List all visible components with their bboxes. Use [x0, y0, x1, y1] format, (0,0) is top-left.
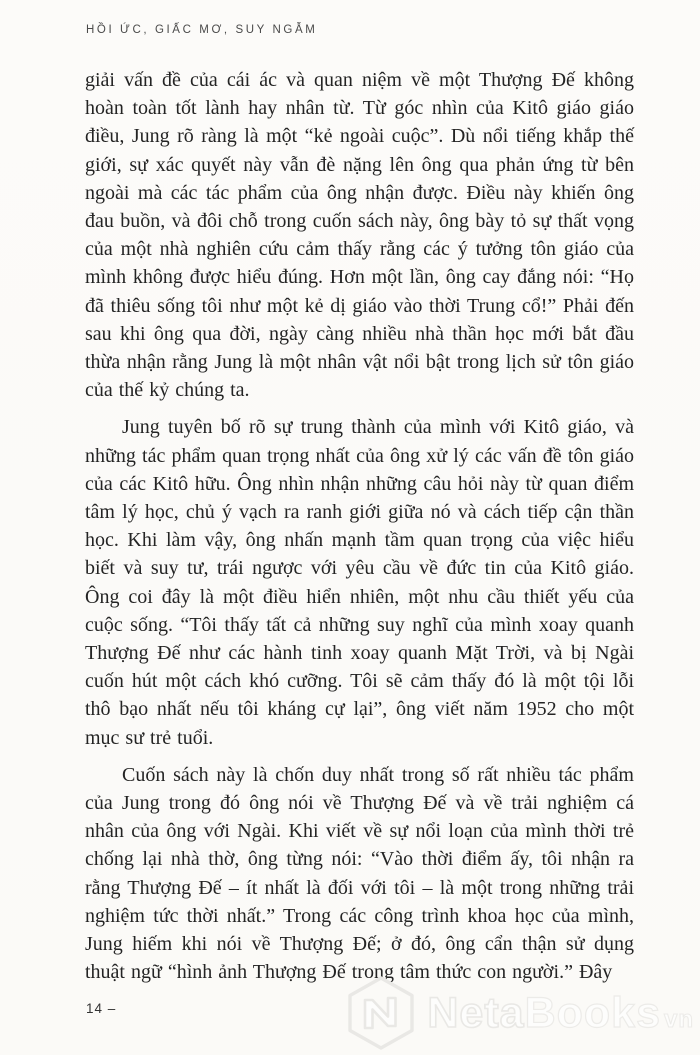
paragraph: Cuốn sách này là chốn duy nhất trong số rất nhiều tác phẩm của Jung trong đó ông nói về Thượng Đế và về trải nghiệm cá nhân của ông với Ngài. Khi viết về sự nổi loạn của mình thời trẻ chống lại nhà thờ, ông từng nói: “Vào thời điểm ấy, tôi nhận ra rằng Thượng Đế – ít nhất là đối với tôi – là một trong những trải nghiệm tức thời nhất.” Trong các công trình khoa học của mình, Jung hiếm khi nói về Thượng Đế; ở đó, ông cẩn thận sử dụng thuật ngữ “hình ảnh Thượng Đế trong tâm thức con người.” Đây [85, 763, 634, 984]
watermark-brand-main: Neta [427, 988, 525, 1037]
body-text-column [85, 66, 634, 996]
running-header-title: HỒI ỨC, GIẤC MƠ, SUY NGẪM [86, 24, 318, 36]
watermark-tld: vn [663, 1005, 694, 1033]
page-number: 14 – [86, 1001, 117, 1016]
watermark-brand-secondary: Books [524, 988, 661, 1037]
paragraph-continued: giải vấn đề của cái ác và quan niệm về một Thượng Đế không hoàn toàn tốt lành hay nhân từ. Từ góc nhìn của Kitô giáo giáo điều, Jung rõ ràng là một “kẻ ngoài cuộc”. Dù nổi tiếng khắp thế giới, sự xác quyết này vẫn đè nặng lên ông qua phản ứng từ bên ngoài mà các tác phẩm của ông nhận được. Điều này khiến ông đau buồn, và đôi chỗ trong cuốn sách này, ông bày tỏ sự thất vọng của một nhà nghiên cứu cảm thấy rằng các ý tưởng tôn giáo của mình không được hiểu đúng. Hơn một lần, ông cay đắng nói: “Họ đã thiêu sống tôi như một kẻ dị giáo vào thời Trung cổ!” Phải đến sau khi ông qua đời, ngày càng nhiều nhà thần học mới bắt đầu thừa nhận rằng Jung là một nhân vật nổi bật trong lịch sử tôn giáo của thế kỷ chúng ta. [85, 69, 634, 402]
paragraph: Jung tuyên bố rõ sự trung thành của mình với Kitô giáo, và những tác phẩm quan trọng nhất của ông xử lý các vấn đề tôn giáo của các Kitô hữu. Ông nhìn nhận những câu hỏi này từ quan điểm tâm lý học, chủ ý vạch ra ranh giới giữa nó và cách tiếp cận thần học. Khi làm vậy, ông nhấn mạnh tầm quan trọng của việc hiểu biết và suy tư, trái ngược với yêu cầu về đức tin của Kitô giáo. Ông coi đây là một điều hiển nhiên, một nhu cầu thiết yếu của cuộc sống. “Tôi thấy tất cả những suy nghĩ của mình xoay quanh Thượng Đế như các hành tinh xoay quanh Mặt Trời, và bị Ngài cuốn hút một cách khó cưỡng. Tôi sẽ cảm thấy đó là một tội lỗi thô bạo nhất nếu tôi kháng cự lại”, ông viết năm 1952 cho một mục sư trẻ tuổi. [85, 416, 634, 749]
watermark-brand [427, 988, 694, 1037]
